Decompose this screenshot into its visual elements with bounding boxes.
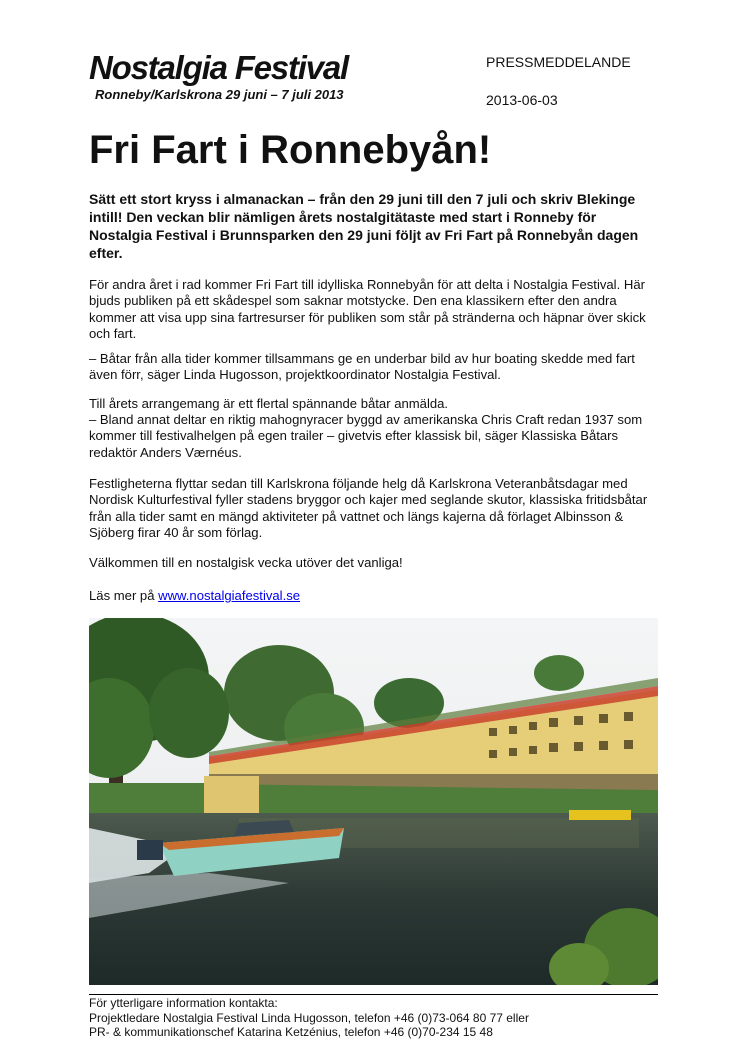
- festival-logo-title: Nostalgia Festival: [89, 49, 348, 86]
- contact-line-1: Projektledare Nostalgia Festival Linda Hugosson, telefon +46 (0)73-064 80 77 eller: [89, 1010, 529, 1025]
- contact-heading: För ytterligare information kontakta:: [89, 996, 278, 1010]
- document-date: 2013-06-03: [486, 92, 558, 108]
- page-title: Fri Fart i Ronnebyån!: [89, 128, 492, 172]
- read-more-prefix: Läs mer på: [89, 588, 159, 603]
- website-link[interactable]: www.nostalgiafestival.se: [158, 588, 301, 603]
- body-paragraph-2: – Båtar från alla tider kommer tillsammans ge en underbar bild av hur boating skedde med fart även förr, säger Linda Hugosson, projektkoordinator Nostalgia Festival.: [89, 351, 635, 383]
- footer-divider: [89, 994, 658, 995]
- contact-line-2: PR- & kommunikationschef Katarina Ketzénius, telefon +46 (0)70-234 15 48: [89, 1025, 493, 1039]
- lead-paragraph: Sätt ett stort kryss i almanackan – från den 29 juni till den 7 juli och skriv Blekinge intill! Den veckan blir nämligen årets nostalgitätaste med start i Ronneby för Nostalgia Festival i Brunnsparken den 29 juni följt av Fri Fart på Ronnebyån dagen efter.: [89, 191, 639, 261]
- body-paragraph-1: För andra året i rad kommer Fri Fart till idylliska Ronnebyån för att delta i Nostalgia Festival. Här bjuds publiken på ett skådespel som saknar motstycke. Den ena klassikern efter den andra kommer att visa upp sina fartresurser för publiken som står på stränderna och häpnar över skick och fart.: [89, 277, 646, 341]
- body-paragraph-6: Välkommen till en nostalgisk vecka utöver det vanliga!: [89, 555, 403, 570]
- read-more-line: [89, 588, 659, 604]
- body-paragraph-5: Festligheterna flyttar sedan till Karlskrona följande helg då Karlskrona Veteranbåtsdagar med Nordisk Kulturfestival fyller stadens bryggor och kajer med seglande skutor, klassiska fritidsbåtar från alla tider samt en mängd aktiviteter på vattnet och längs kajerna då förlaget Albinsson & Sjöberg firar 40 år som förlag.: [89, 476, 648, 540]
- body-paragraph-3: Till årets arrangemang är ett flertal spännande båtar anmälda.: [89, 396, 449, 411]
- document-type: PRESSMEDDELANDE: [486, 54, 631, 70]
- bridge-boat-photo: [89, 618, 658, 985]
- festival-logo-subtitle: Ronneby/Karlskrona 29 juni – 7 juli 2013: [95, 87, 344, 102]
- contact-block: [89, 996, 689, 1040]
- body-paragraph-4: – Bland annat deltar en riktig mahognyracer byggd av amerikanska Chris Craft redan 1937 som kommer till festivalhelgen på egen trailer – givetvis efter klassisk bil, säger Klassiska Båtars redaktör Anders Værnéus.: [89, 412, 643, 460]
